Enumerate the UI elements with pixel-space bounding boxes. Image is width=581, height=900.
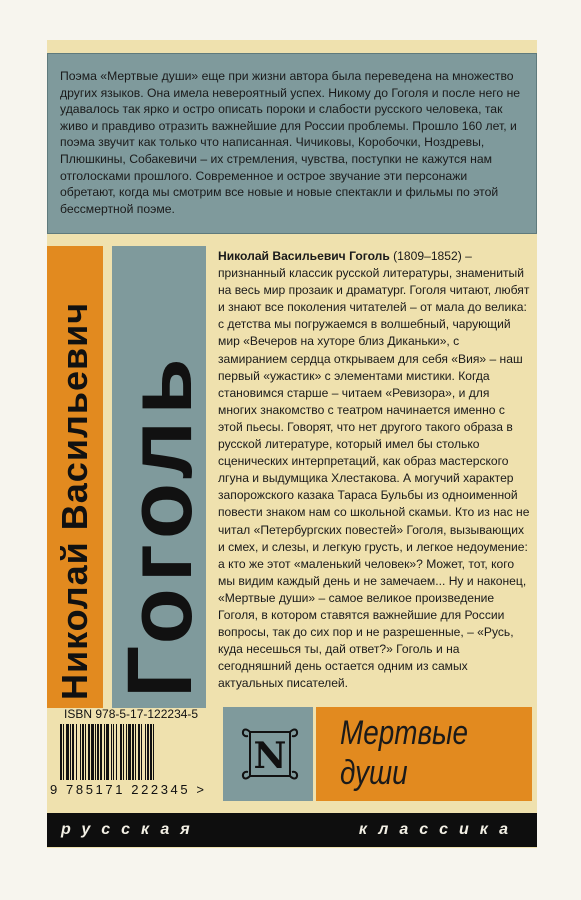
isbn-label: ISBN 978-5-17-122234-5 xyxy=(64,707,199,721)
author-name: Николай Васильевич xyxy=(54,301,95,700)
barcode-digits: 9 785171 222345 > xyxy=(50,782,207,797)
annotation-text: Поэма «Мертвые души» еще при жизни автора была переведена на множество других языков. Она имела невероятный успех. Никому до Гоголя и после него не удавалось так ярко и остро описать пороки и слабости русского человека, так живо и правдиво отразить важнейшие для России проблемы. Прошло 160 лет, и поэма звучит как только что написанная. Чичиковы, Коробочки, Ноздревы, Плюшкины, Собакевичи – их стремления, чувства, поступки не кажутся нам отголосками прошлого. Современное и острое звучание эти персонажи обретают, когда мы смотрим все новые и новые спектакли и фильмы по этой бессмертной поэме. xyxy=(60,69,521,216)
series-word-1: русская xyxy=(61,821,201,838)
barcode xyxy=(60,724,210,780)
publisher-logo-letter: N xyxy=(253,735,287,777)
author-biography xyxy=(218,248,530,692)
book-title-line1: Мертвые xyxy=(340,714,469,752)
barcode-stripe xyxy=(154,724,156,780)
author-name-bold: Николай Васильевич Гоголь xyxy=(218,249,390,263)
book-title-line2: души xyxy=(340,754,408,792)
book-title xyxy=(340,713,496,793)
series-name xyxy=(47,813,537,847)
author-surname: Гоголь xyxy=(109,352,211,698)
author-biography-text: (1809–1852) – признанный классик русской литературы, знаменитый на весь мир прозаик и драматург. Гоголя читают, любят и знают все поколения читателей – от мала до велика: с детства мы погружаемся в волшебный, чарующий мир «Вечеров на хуторе близ Диканьки», с замиранием сердца открываем для себя «Вия» – наш первый «ужастик» с элементами мистики. Когда становимся старше – читаем «Ревизора», и для многих знакомство с театром начинается именно с этой пьесы. Говорят, что нет другого такого образа в русской литературе, который имел бы столько сценических интерпретаций, как образ мастерского лгуна и выдумщика Хлестакова. А могучий характер запорожского казака Тараса Бульбы из одноименной повести знаком нам со школьной скамьи. Кто из нас не читал «Петербургских повестей» Гоголя, вызывающих и смех, и слезы, и легкую грусть, и легкое недоумение: а кто же этот «маленький человек»? Может, тот, кого мы видим каждый день и не замечаем... Ну и наконец, «Мертвые души» – самое великое произведение Гоголя, в котором ставятся важнейшие для России вопросы, так до сих пор и не разрешенные, – «Русь, куда несешься ты, дай ответ?» Гоголь и на сегодняшний день остается одним из самых актуальных писателей. xyxy=(218,249,530,691)
publisher-logo-icon xyxy=(238,720,302,788)
series-word-2: классика xyxy=(358,821,519,838)
